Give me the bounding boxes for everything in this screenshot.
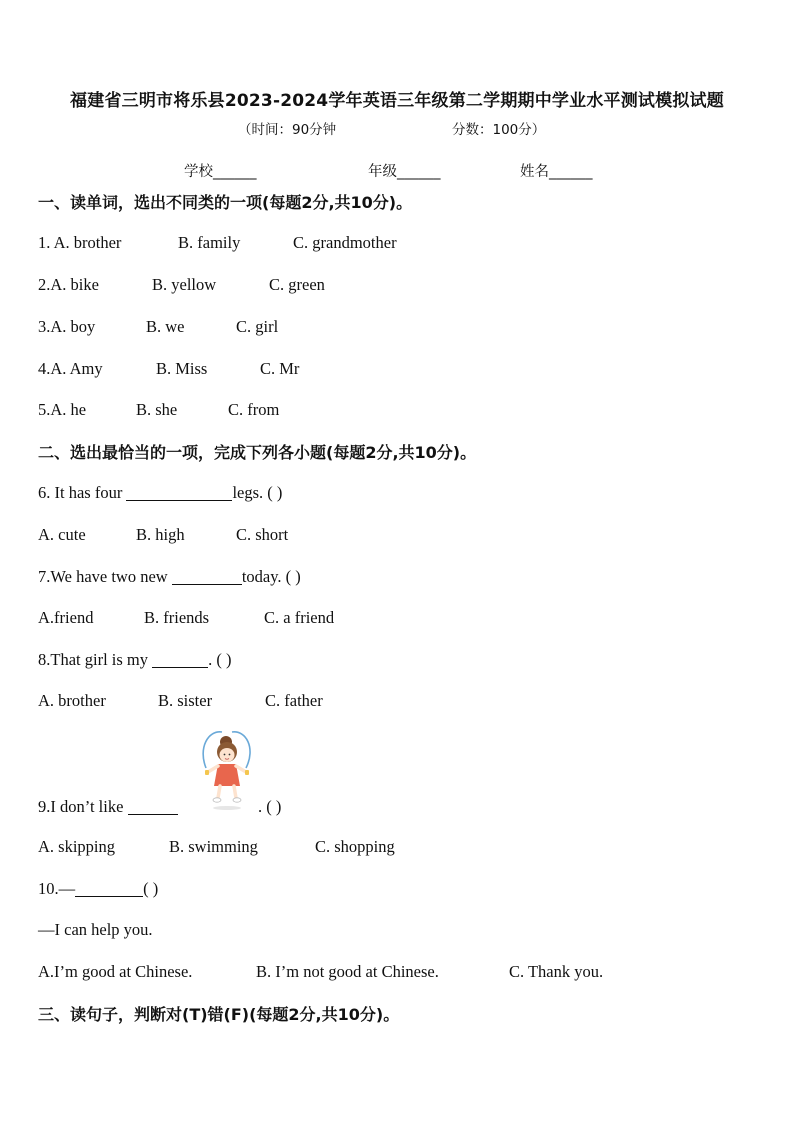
option-c: C. Thank you. [509, 962, 604, 981]
grade-field [368, 160, 441, 181]
grade-blank: ______ [397, 164, 441, 180]
option-b: B. Miss [156, 359, 208, 378]
option-b: B. we [146, 317, 185, 336]
question-tail: today. ( ) [241, 567, 301, 586]
question-tail: . ( ) [208, 650, 232, 669]
question-6-options [38, 525, 289, 545]
option-b: B. I’m not good at Chinese. [256, 962, 439, 981]
option-c: C. green [269, 275, 325, 294]
question-8 [38, 650, 232, 670]
question-stem: 6. It has four [38, 483, 123, 502]
option-a: A.friend [38, 608, 94, 627]
school-label: 学校 [184, 164, 213, 180]
answer-blank [172, 568, 242, 586]
question-9-options [38, 837, 395, 857]
option-c: C. grandmother [293, 233, 397, 252]
exam-title: 福建省三明市将乐县2023-2024学年英语三年级第二学期期中学业水平测试模拟试题 [70, 91, 724, 111]
exam-score: 分数：100分） [452, 122, 546, 138]
option-a: A. cute [38, 525, 86, 544]
name-field [520, 160, 593, 181]
question-stem: 9.I don’t like [38, 797, 124, 816]
question-4 [38, 359, 300, 379]
question-5 [38, 400, 280, 420]
option-a: A. skipping [38, 837, 116, 856]
question-stem: 10.— [38, 879, 76, 898]
answer-blank [126, 484, 232, 502]
question-tail: legs. ( ) [232, 483, 283, 502]
option-c: C. Mr [260, 359, 300, 378]
question-number: 4. [38, 359, 51, 378]
option-a: A. boy [50, 317, 96, 336]
option-c: C. girl [236, 317, 279, 336]
option-a: A. bike [50, 275, 99, 294]
option-c: C. from [228, 400, 280, 419]
section-3-title: 三、读句子，判断对(T)错(F)(每题2分,共10分)。 [38, 1005, 400, 1024]
option-b: B. family [178, 233, 241, 252]
option-c: C. father [265, 691, 323, 710]
skipping-girl-illustration [196, 728, 260, 812]
option-b: B. swimming [169, 837, 258, 856]
question-8-options [38, 691, 323, 711]
question-stem: 7.We have two new [38, 567, 168, 586]
question-number: 1. [38, 233, 54, 252]
option-a: A. Amy [50, 359, 103, 378]
name-label: 姓名 [520, 164, 549, 180]
option-b: B. sister [158, 691, 213, 710]
question-7 [38, 567, 301, 587]
question-10-options [38, 962, 604, 982]
option-b: B. she [136, 400, 178, 419]
name-blank: ______ [549, 164, 593, 180]
question-6 [38, 483, 282, 503]
question-2 [38, 275, 325, 295]
section-1-title: 一、读单词，选出不同类的一项(每题2分,共10分)。 [38, 193, 413, 212]
question-number: 5. [38, 400, 51, 419]
grade-label: 年级 [368, 164, 397, 180]
school-blank: ______ [213, 164, 257, 180]
option-a: A. brother [38, 691, 106, 710]
girl-skipping-rope-icon [196, 728, 260, 812]
question-1 [38, 233, 397, 253]
question-10 [38, 879, 158, 899]
question-3 [38, 317, 279, 337]
answer-blank [75, 880, 143, 898]
question-7-options [38, 608, 335, 628]
exam-time: （时间：90分钟 [238, 122, 337, 138]
question-tail: ( ) [143, 879, 159, 898]
option-b: B. friends [144, 608, 210, 627]
answer-blank [152, 651, 208, 669]
answer-blank [128, 798, 178, 816]
school-field [184, 160, 257, 181]
option-b: B. high [136, 525, 185, 544]
option-a: A. he [50, 400, 87, 419]
option-c: C. a friend [264, 608, 335, 627]
question-stem: 8.That girl is my [38, 650, 148, 669]
option-b: B. yellow [152, 275, 217, 294]
question-number: 2. [38, 275, 51, 294]
question-10-reply: —I can help you. [38, 920, 153, 939]
question-tail: . ( ) [258, 797, 282, 816]
question-9 [38, 797, 282, 817]
option-a: A.I’m good at Chinese. [38, 962, 193, 981]
section-2-title: 二、选出最恰当的一项，完成下列各小题(每题2分,共10分)。 [38, 443, 477, 462]
option-c: C. shopping [315, 837, 395, 856]
question-number: 3. [38, 317, 51, 336]
option-a: A. brother [53, 233, 122, 252]
option-c: C. short [236, 525, 289, 544]
